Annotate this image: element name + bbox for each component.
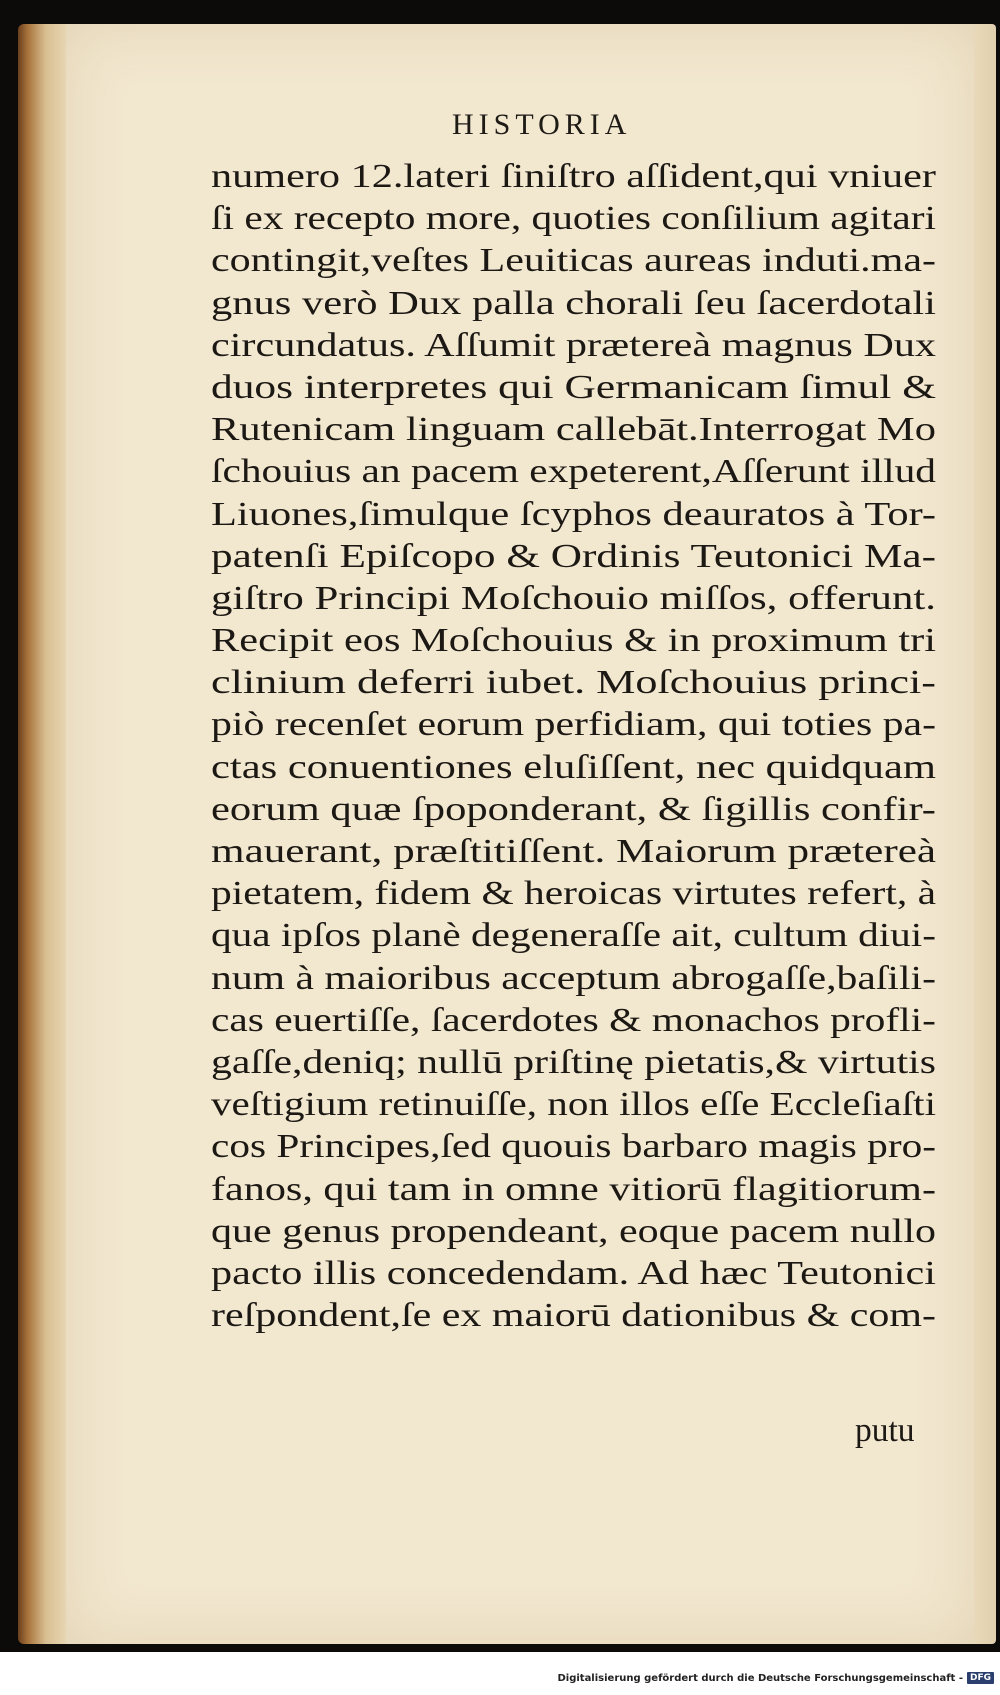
text-line: gnus verò Dux palla chorali ſeu ſacerdotali xyxy=(211,284,936,322)
text-line: que genus propendeant, eoque pacem nullo xyxy=(211,1212,937,1250)
text-line: fanos, qui tam in omne vitiorū flagitiorum- xyxy=(211,1170,936,1208)
text-line: veſtigium retinuiſſe, non illos eſſe Eccleſiaſti xyxy=(211,1086,936,1124)
text-line: ſchouius an pacem expeterent,Aſſerunt illud xyxy=(211,453,936,491)
text-line: Liuones,ſimulque ſcyphos deauratos à Tor- xyxy=(211,495,936,533)
running-head: HISTORIA xyxy=(452,108,632,141)
text-line: clinium deferri iubet. Moſchouius princi- xyxy=(211,664,936,702)
text-line: contingit,veſtes Leuiticas aureas induti.ma- xyxy=(211,242,936,280)
text-line: pietatem, fidem & heroicas virtutes refert, à xyxy=(211,875,937,913)
text-line: ſi ex recepto more, quoties conſilium agitari xyxy=(211,200,936,238)
text-line: qua ipſos planè degeneraſſe ait, cultum diui- xyxy=(211,917,936,955)
text-line: reſpondent,ſe ex maiorū dationibus & com- xyxy=(211,1297,936,1335)
text-line: mauerant, præſtitiſſent. Maiorum prætereà xyxy=(211,833,936,870)
text-block xyxy=(211,156,936,1337)
funding-credit: Digitalisierung gefördert durch die Deutsche Forschungsgemeinschaft - xyxy=(557,1672,963,1684)
text-line: circundatus. Aſſumit prætereà magnus Dux xyxy=(211,326,936,364)
text-line: giſtro Principi Moſchouio miſſos, offerunt. xyxy=(211,579,936,617)
text-line: num à maioribus acceptum abrogaſſe,baſili- xyxy=(211,959,936,997)
text-line: Recipit eos Moſchouius & in proximum tri xyxy=(211,622,936,660)
text-line: ctas conuentiones eluſiſſent, nec quidquam xyxy=(211,748,936,786)
text-line: eorum quæ ſpoponderant, & ſigillis confir- xyxy=(211,790,936,828)
text-line: piò recenſet eorum perfidiam, qui toties pa- xyxy=(211,706,936,744)
text-line: patenſi Epiſcopo & Ordinis Teutonici Ma- xyxy=(211,537,936,575)
text-line: pacto illis concedendam. Ad hæc Teutonici xyxy=(211,1254,936,1292)
text-line: numero 12.lateri ſiniſtro aſſident,qui vniuer xyxy=(211,158,936,195)
text-line: cas euertiſſe, ſacerdotes & monachos profli- xyxy=(211,1001,936,1039)
text-line: Rutenicam linguam callebāt.Interrogat Mo xyxy=(211,411,936,449)
catchword: putu xyxy=(855,1412,915,1449)
text-line: gaſſe,deniq; nullū priſtinę pietatis,& virtutis xyxy=(211,1043,936,1081)
text-line: duos interpretes qui Germanicam ſimul & xyxy=(211,368,936,406)
text-line: cos Principes,ſed quouis barbaro magis pro- xyxy=(211,1128,936,1166)
dfg-logo: DFG xyxy=(967,1672,994,1684)
digitization-footer xyxy=(557,1672,994,1684)
